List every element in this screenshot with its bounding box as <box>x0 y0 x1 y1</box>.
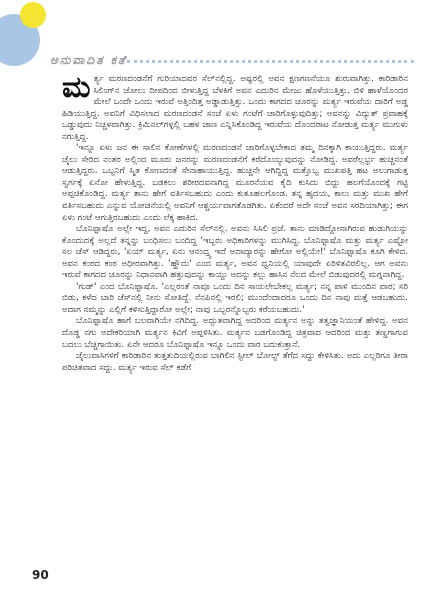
page-number: 90 <box>32 568 49 582</box>
paragraph-2: 'ಇನ್ನೂ ಏಳು ಜನ ಈ ಸಾಲಿನ ಕೋಣೆಗಳಲ್ಲಿ ಮರಣದಂಡನೆ ಜಾರಿಗೊಳ್ಳಬೇಕಾದ ತಮ್ಮ ದಿನಕ್ಕಾಗಿ ಕಾಯುತ್ತಿದ್ದರು. ಮರ್ತ್ಯ ಜೈಲು ಸೇರಿದ ನಂತರ ಅಲ್ಲಿಂದ ಮೂರು ಜನರನ್ನು ಮರಣದಂಡನೆಗೆ ಕರೆದೊಯ್ಯುವುದನ್ನು ನೋಡಿದ್ದ. ಅವರೆಲ್ಲರ್ಭ್ರ ಹುಚ್ಚನಂತೆ ಆಡುತ್ತಿದ್ದರು. ಒಬ್ಬನಿಗೆ ಸ್ಮಿತ ಕೋಣದಂತೆ ಸೇನಾಹಾಯುತ್ತಿದ್ದ. ಹುಚ್ಚನೇ ಆಗಿದ್ದಿದ್ದ ಮತ್ತೊಬ್ಬ ಮುಖಪತ್ತಿ ಹಟ ಅಲುಗಾಡುತ್ತ ಸ್ವರ್ಗಕ್ಕೆ ಏನೋ ಹೇಳುತ್ತಿದ್ದ. ಬಡಕಲು ಶರೀರದವನಾಗಿದ್ದ ಮೂರನೆಯವ ಕೈದಿ ಕುಸಿದು ಬಿದ್ದು ಹಲಗೆಯೊಂದಕ್ಕೆ ಗಟ್ಟಿ ಅಪ್ಪಚಿಕೊಂಡಿದ್ದ. ಮರ್ತ್ಯ ತಾನು ಹೇಗೆ ವರ್ತಿಸಬಹುದು ಎಂದು ಕುತೂಹಲಗೊಂಡ. ತನ್ನ ಹೃದಯ, ಕಾಲು ಮತ್ತು ಮುಖ ಹೇಗೆ ವರ್ತಿಸಬಹುದು ಎನ್ನುವ ಯೋಚನೆಯಲ್ಲಿ ಅವನಿಗೆ ಆಶ್ಚರ್ಯವಾಗತೊಡಗಿತು. ಏಕೆಂದರೆ ಅದೇ ಸಂಜೆ ಅವನ ಸರದಿಯಾಗಿತ್ತು; ಈಗ ಏಳು ಗಂಟೆ ಆಗುತ್ತಿರಬಹುದು ಎಂದು ಲೆಕ್ಕ ಹಾಕಿದ. <box>62 143 408 223</box>
paragraph-1-text: ರ್ತ್ಯ ಮರಣದಂಡನೆಗೆ ಗುರಿಯಾದವರ ಸೆಲ್‌ನಲ್ಲಿದ್ದ. ಅಷ್ಟರಲ್ಲಿ ಅವನ ಕ್ಷಣಗಣನೆಯೂ ಶುರುವಾಗಿತ್ತು. ಕಾರಿಡಾರಿನ ಸಿಲಿಂಗ್‌ನ ಜೋಲು ದೀಪದಿಂದ ಬೀಳುತ್ತಿದ್ದ ಬೆಳಕಿಗೆ ಅವನ ಎದುರಿನ ಮೇಜು ಹೊಳೆಯುತ್ತಿತ್ತು. ಬಿಳಿ ಹಾಳೆಯೊಂದರ ಮೇಲೆ ಒಂದೇ ಒಂದು ಇರುವೆ ಅತ್ತಿಂದಿತ್ತ ಅಡ್ಡಾಡುತ್ತಿತ್ತು. ಒಂದು ಕಾಗದದ ಚೂರನ್ನು ಮರ್ತ್ಯ ಇರುವೆಯ ದಾರಿಗೆ ಅಡ್ಡ ಹಿಡಿಯುತ್ತಿದ್ದ. ಅವನಿಗೆ ವಿಧಿಸಲಾದ ಮರಣದಂಡನೆ ಸಂಜೆ ಏಳು ಗಂಟೆಗೆ ಜಾರಿಗೊಳ್ಳುವುದಿತ್ತು; ಅವನನ್ನು ವಿದ್ಯುತ್ ಪ್ರವಾಹಕ್ಕೆ ಒಡ್ಡುವುದು ನಿಚ್ಚಳವಾಗಿತ್ತು. ಕ್ರಿಮಿನಲ್‌ಗಳ್ಳಲ್ಲಿ ಬಹಳ ಜಾಣ ಎನ್ನಿಸಿಕೊಂಡಿದ್ದ ಇರುವೆಯ ದೊಂದರಾಟ ನೋಡುತ್ತ ಮರ್ತ್ಯ ಮುಗುಳು ನಗುತ್ತಿದ್ದ. <box>62 74 408 142</box>
paragraph-4: 'ಗುಡ್' ಎಂದ ಬೊನಿಫ್ಸಾಷೊ. 'ಎಲ್ಲರಂತೆ ನಾವೂ ಒಂದು ದಿನ ಸಾಯಲೇಬೇಕಲ್ಲ ಮರ್ತ್ಯ; ನನ್ನ ಪಾಳಿ ಮುಂದಿನ ವಾರ; ಸರಿ ಬಿಡು, ಕಳೆದ ಬಾರಿ ಚೆಸ್‌ನಲ್ಲಿ ನೀನು ಸೋತಿದ್ದೆ. ನೆನಪಿನಲ್ಲಿ ಇರಲಿ; ಮುಂದೆಂದಾದರೂ ಒಂದು ದಿನ ನಾವು ಮತ್ತೆ ಆಡಬಹುದು. ಅದಾಗ ನಮ್ಮನ್ನು ಎಲ್ಲಿಗೆ ಕಳಿಸುತ್ತಿದ್ದಾರೋ ಅಲ್ಲೇ; ನಾವು ಒಬ್ಬರನ್ನೊಬ್ಬರು ಕರೆಯಬಹುದು.' <box>62 281 408 315</box>
paragraph-5: ಬೊನಿಫ್ಸಾಷೊ ಹಾಗೆ ಬಲವಾಗಿಯೇ ನಗಿದಿದ್ದ. ಅದ್ಭುತವಾಗಿದ್ದ ಅದರಿಂದ ಮರ್ತ್ಯನ ಅನ್ನು ತತ್ವಜ್ಞಾನಿಯಂತೆ ಹೇಳಿದ್ದ. ಅವನ ದೊಡ್ಡ ನಗು ಅದೇಕರಿಯಾಗಿ ಮರ್ತ್ಯನ ಕಿವಿಗೆ ಅಪ್ಪಳಿಸಿತು. ಮರ್ತ್ಯನ ಬಡಗೊಂಡಿದ್ದ ಚಿತ್ರವಾದ ಆದರಿಂದ ಮತ್ತು ತಣ್ಣಗಾಗುವ ಬದಲು ಬೆಚ್ಚಗಾಯಿತು. ಏನೇ ಆದರೂ ಬೊನಿಫ್ಸಾಷೊ ಇನ್ನೂ ಒಂದು ವಾರ ಬದುಕುತ್ತಾನೆ. <box>62 316 408 350</box>
drop-cap: ಮ <box>62 74 91 105</box>
section-title: ಅನುವಾದಿತ ಕತೆ <box>50 53 127 67</box>
header-dotted-rule <box>127 60 414 63</box>
decorative-yellow-circle <box>20 2 46 28</box>
paragraph-6: ಜೈಲುವಾಸಿಗಳಿಗೆ ಕಾರಿಡಾರಿನ ತುತ್ತತುದಿಯಲ್ಲಿರುವ ಬಾಗಿಲಿನ ಸ್ಟೀಲ್ ಬೋಲ್ಟ್ ತೆಗೆದ ಸದ್ದು ಕೇಳಿಸಿತು. ಅದು ಎಲ್ಲರಿಗೂ ತೀರಾ ಪರಿಚಿತವಾದ ಸದ್ದು. ಮರ್ತ್ಯ ಇರುವ ಸೆಲ್ ಕಡೆಗೆ <box>62 351 408 373</box>
article-body <box>62 74 408 584</box>
paragraph-3: ಬೊನಿಫ್ಸಾಷೊ ಅಲ್ಲೇ ಇದ್ದ, ಅವನ ಎದುರಿನ ಸೆಲ್‌ನಲ್ಲಿ. ಅವನು ಸಿಸಿಲಿ ಪ್ರಜೆ. ತಾನು ಮಾಡಿದ್ದೋನಾಗಿರುವ ಹುಡುಗಿಯನ್ನು ಕೊಂದುದಕ್ಕೆ ಅಲ್ಲದೆ ತನ್ನನ್ನು ಬಂಧಿಸಲು ಬಂದಿದ್ದ 'ಇಬ್ಬರು ಅಧಿಕಾರಿಗಳನ್ನು ಮುಗಿಸಿದ್ದ. ಬೊನಿಫ್ಸಾಷೊ ಮತ್ತು ಮರ್ತ್ಯ ಎಷ್ಟೋ ಸಲ ಚೆಸ್ ಆಡಿದ್ದರು, 'ಏಯ್ ಮರ್ತ್ಯ, ಏನು ಆನಂದ್ತ್ವ ಇದೆ ಅದಾದ್ಯಾರನ್ನು ಹೇಗೋ ಅಲ್ಲಿಯೇ!' ಬೊನಿಫ್ಸಾಷೊ ಕೂಗಿ ಕೇಳಿದ. ಅವನ ಕಂಠದ ಕಂಠ ಅಧೀರವಾಗಿತ್ತು. 'ಹ್ಹೌದು' ಎಂದ ಮರ್ತ್ಯ, ಅವನ ಧ್ವನಿಯಲ್ಲಿ ಯಾವುದೇ ಏರಿಳಿತವಿರಲಿಲ್ಲ. ಆಗ ಅವನು ಇರುವೆ ಕಾಗದದ ಚೂರನ್ನು ನಿಧಾನವಾಗಿ ಹತ್ತುವುದನ್ನು ಕಾಯ್ದು ಅದನ್ನು ಕಲ್ಲು ಹಾಸಿನ ನೆಲದ ಮೇಲೆ ಬಿಡುವುದರಲ್ಲಿ ಮಗ್ನನಾಗಿದ್ದ. <box>62 224 408 281</box>
paragraph-1 <box>62 74 408 143</box>
